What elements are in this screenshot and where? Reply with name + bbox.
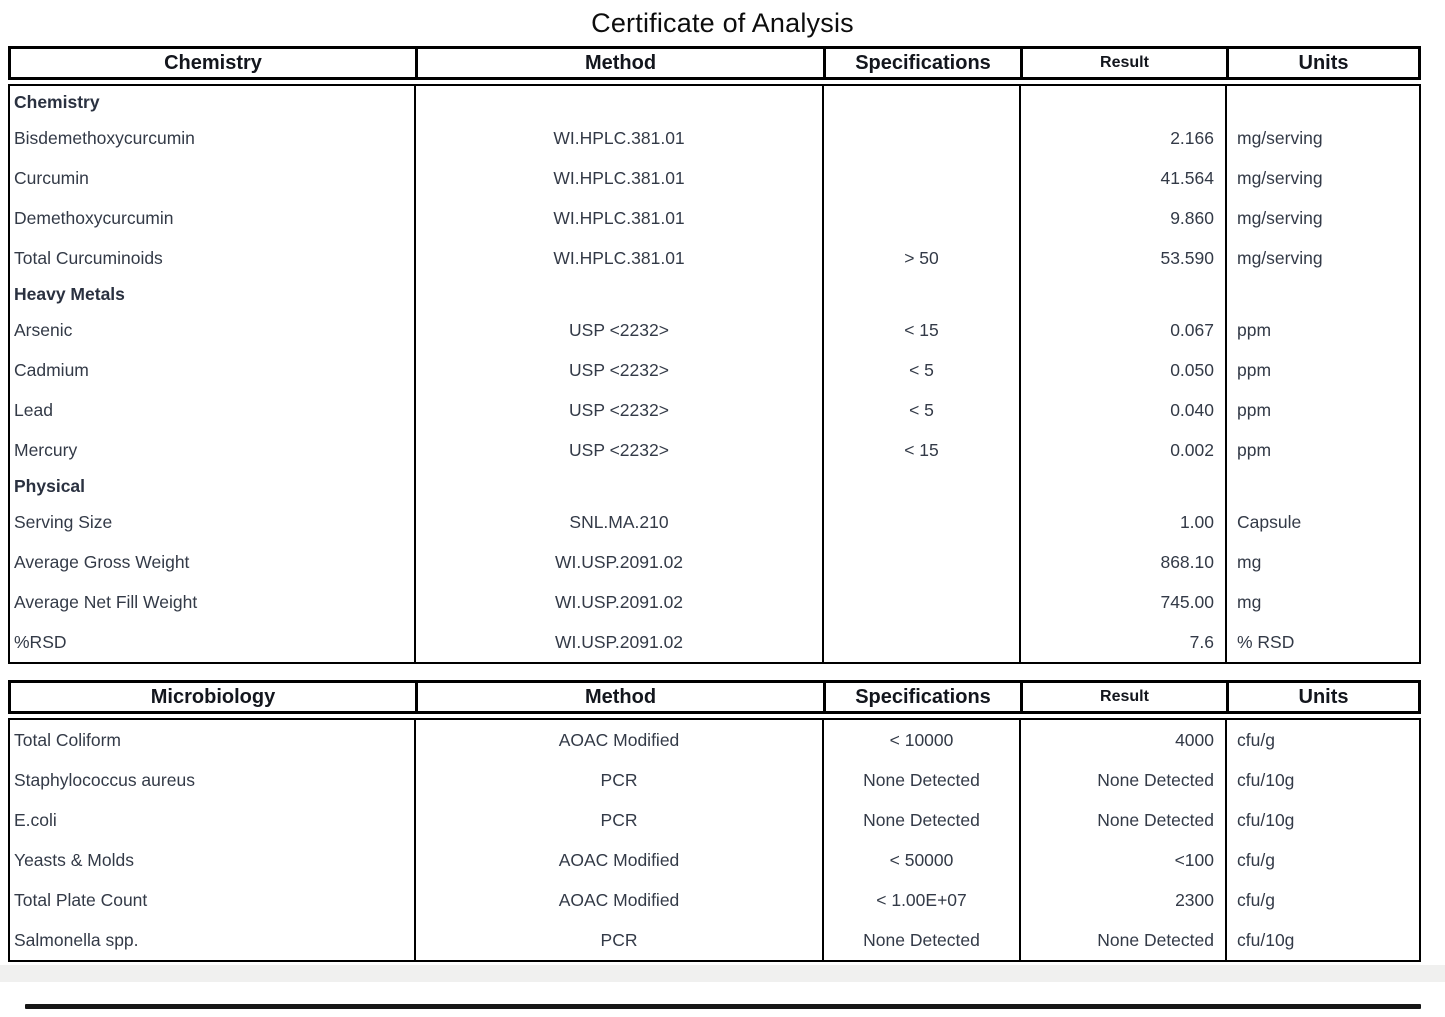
cell-units <box>1225 470 1419 502</box>
cell-method: USP <2232> <box>414 390 822 430</box>
table-row <box>10 582 1419 622</box>
column-header-specifications: Specifications <box>823 49 1020 77</box>
cell-result: 2300 <box>1019 880 1225 920</box>
cell-specification: None Detected <box>822 920 1019 960</box>
cell-method: USP <2232> <box>414 310 822 350</box>
chemistry-table-body <box>8 84 1421 664</box>
column-header-method: Method <box>415 49 823 77</box>
cell-result <box>1019 278 1225 310</box>
cell-specification <box>822 622 1019 662</box>
column-header-microbiology: Microbiology <box>150 685 276 708</box>
cell-units: cfu/g <box>1225 880 1419 920</box>
table-row <box>10 920 1419 960</box>
cell-method: USP <2232> <box>414 430 822 470</box>
cell-result: 0.050 <box>1019 350 1225 390</box>
cell-method: WI.HPLC.381.01 <box>414 238 822 278</box>
cell-analyte: Curcumin <box>14 167 89 188</box>
cell-units: mg/serving <box>1225 158 1419 198</box>
cell-specification <box>822 198 1019 238</box>
cell-analyte: E.coli <box>14 809 57 830</box>
section-header-row <box>10 278 1419 310</box>
cell-specification: None Detected <box>822 760 1019 800</box>
table-row <box>10 430 1419 470</box>
cell-specification <box>822 470 1019 502</box>
cell-analyte: Average Net Fill Weight <box>14 591 198 612</box>
cell-method <box>414 278 822 310</box>
cell-method: WI.HPLC.381.01 <box>414 118 822 158</box>
cell-specification: < 5 <box>822 390 1019 430</box>
cell-units: cfu/10g <box>1225 920 1419 960</box>
cell-specification <box>822 118 1019 158</box>
cell-specification <box>822 502 1019 542</box>
cell-result: 41.564 <box>1019 158 1225 198</box>
page-title: Certificate of Analysis <box>591 8 854 38</box>
cell-method: AOAC Modified <box>414 840 822 880</box>
table-row <box>10 760 1419 800</box>
cell-result: 4000 <box>1019 720 1225 760</box>
cell-units: cfu/g <box>1225 840 1419 880</box>
cell-specification <box>822 542 1019 582</box>
cell-analyte: Mercury <box>14 439 78 460</box>
table-row <box>10 238 1419 278</box>
cell-units: cfu/g <box>1225 720 1419 760</box>
cell-method: SNL.MA.210 <box>414 502 822 542</box>
cell-analyte: Total Curcuminoids <box>14 247 163 268</box>
table-gap <box>0 664 1445 680</box>
table-row <box>10 800 1419 840</box>
column-header-result: Result <box>1020 49 1226 77</box>
cell-specification: < 5 <box>822 350 1019 390</box>
table-row <box>10 542 1419 582</box>
cell-analyte: Demethoxycurcumin <box>14 207 174 228</box>
column-header-units: Units <box>1226 683 1418 711</box>
cell-analyte: Lead <box>14 399 53 420</box>
cell-units: mg/serving <box>1225 238 1419 278</box>
cell-specification: < 15 <box>822 430 1019 470</box>
table-row <box>10 310 1419 350</box>
table-row <box>10 622 1419 662</box>
cell-method: WI.USP.2091.02 <box>414 542 822 582</box>
cell-specification <box>822 86 1019 118</box>
cell-method: WI.HPLC.381.01 <box>414 198 822 238</box>
column-header-units: Units <box>1226 49 1418 77</box>
table-row <box>10 118 1419 158</box>
cell-result: 7.6 <box>1019 622 1225 662</box>
cell-analyte: Chemistry <box>14 91 100 112</box>
cell-result: 0.040 <box>1019 390 1225 430</box>
table-row <box>10 840 1419 880</box>
cell-units: ppm <box>1225 430 1419 470</box>
cell-analyte: Staphylococcus aureus <box>14 769 195 790</box>
table-row <box>10 502 1419 542</box>
chemistry-table-header-row <box>8 46 1421 80</box>
cell-method: USP <2232> <box>414 350 822 390</box>
cell-analyte: Total Plate Count <box>14 889 148 910</box>
cell-specification <box>822 158 1019 198</box>
cell-analyte: Heavy Metals <box>14 283 125 304</box>
cell-method: PCR <box>414 800 822 840</box>
cell-analyte: Yeasts & Molds <box>14 849 134 870</box>
cell-analyte: Serving Size <box>14 511 113 532</box>
cell-units: ppm <box>1225 390 1419 430</box>
cell-units: cfu/10g <box>1225 800 1419 840</box>
cell-method: PCR <box>414 920 822 960</box>
cell-units: ppm <box>1225 350 1419 390</box>
column-header-result: Result <box>1020 683 1226 711</box>
cell-method: WI.USP.2091.02 <box>414 582 822 622</box>
cell-method: PCR <box>414 760 822 800</box>
cell-units: mg/serving <box>1225 198 1419 238</box>
cell-result: 745.00 <box>1019 582 1225 622</box>
cell-result: 2.166 <box>1019 118 1225 158</box>
cell-analyte: Average Gross Weight <box>14 551 190 572</box>
cell-analyte: Cadmium <box>14 359 89 380</box>
cell-units: ppm <box>1225 310 1419 350</box>
cell-units <box>1225 86 1419 118</box>
column-header-method: Method <box>415 683 823 711</box>
cell-method: AOAC Modified <box>414 880 822 920</box>
section-header-row <box>10 86 1419 118</box>
table-row <box>10 390 1419 430</box>
cell-method <box>414 470 822 502</box>
cell-result: 0.067 <box>1019 310 1225 350</box>
microbiology-table <box>8 680 1421 962</box>
cell-result: <100 <box>1019 840 1225 880</box>
cell-units <box>1225 278 1419 310</box>
cell-result <box>1019 86 1225 118</box>
cell-specification: > 50 <box>822 238 1019 278</box>
cell-specification <box>822 582 1019 622</box>
bottom-gray-band <box>0 965 1445 982</box>
cell-analyte: Salmonella spp. <box>14 929 139 950</box>
cell-result <box>1019 470 1225 502</box>
table-row <box>10 158 1419 198</box>
cell-units: mg <box>1225 542 1419 582</box>
cell-method: WI.USP.2091.02 <box>414 622 822 662</box>
chemistry-table <box>8 46 1421 664</box>
cell-specification: < 10000 <box>822 720 1019 760</box>
bottom-horizontal-rule <box>25 1004 1421 1009</box>
cell-method <box>414 86 822 118</box>
cell-result: None Detected <box>1019 760 1225 800</box>
cell-analyte: Physical <box>14 475 86 496</box>
cell-analyte: Arsenic <box>14 319 73 340</box>
column-header-chemistry: Chemistry <box>164 51 262 74</box>
cell-method: AOAC Modified <box>414 720 822 760</box>
cell-analyte: Bisdemethoxycurcumin <box>14 127 195 148</box>
table-row <box>10 720 1419 760</box>
microbiology-table-header-row <box>8 680 1421 714</box>
cell-units: % RSD <box>1225 622 1419 662</box>
table-row <box>10 880 1419 920</box>
cell-specification: < 50000 <box>822 840 1019 880</box>
table-row <box>10 198 1419 238</box>
table-row <box>10 350 1419 390</box>
cell-analyte: Total Coliform <box>14 729 121 750</box>
cell-result: None Detected <box>1019 800 1225 840</box>
cell-method: WI.HPLC.381.01 <box>414 158 822 198</box>
cell-units: cfu/10g <box>1225 760 1419 800</box>
cell-units: mg <box>1225 582 1419 622</box>
microbiology-table-body <box>8 718 1421 962</box>
cell-result: 1.00 <box>1019 502 1225 542</box>
cell-analyte: %RSD <box>14 631 67 652</box>
cell-result: 0.002 <box>1019 430 1225 470</box>
cell-result: 53.590 <box>1019 238 1225 278</box>
cell-units: Capsule <box>1225 502 1419 542</box>
cell-specification: None Detected <box>822 800 1019 840</box>
cell-specification <box>822 278 1019 310</box>
cell-result: None Detected <box>1019 920 1225 960</box>
cell-specification: < 15 <box>822 310 1019 350</box>
cell-result: 9.860 <box>1019 198 1225 238</box>
section-header-row <box>10 470 1419 502</box>
cell-specification: < 1.00E+07 <box>822 880 1019 920</box>
column-header-specifications: Specifications <box>823 683 1020 711</box>
cell-units: mg/serving <box>1225 118 1419 158</box>
cell-result: 868.10 <box>1019 542 1225 582</box>
